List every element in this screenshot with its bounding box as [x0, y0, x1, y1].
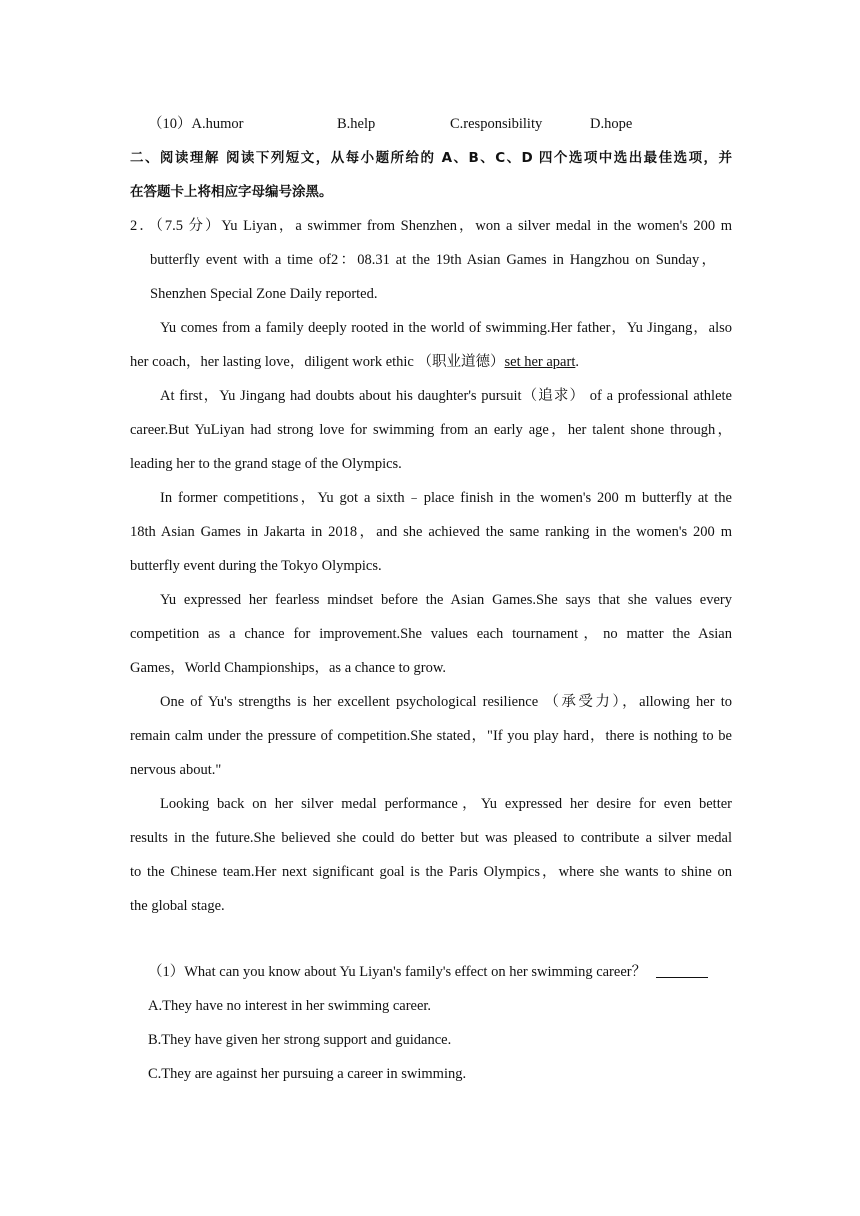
passage-p6-line3: to the Chinese team.Her next significant goal is the Paris Olympics，where she wants to shine on [130, 864, 732, 880]
question2-header-line2: butterfly event with a time of2：08.31 at the 19th Asian Games in Hangzhou on Sunday， [150, 252, 716, 268]
passage-p6-line2: results in the future.She believed she could do better but was pleased to contribute a silver medal [130, 830, 732, 846]
passage-p2-line2: career.But YuLiyan had strong love for swimming from an early age，her talent shone through， [130, 422, 732, 438]
passage-p1-line2-text: her coach，her lasting love，diligent work ethic （职业道德） [130, 354, 505, 370]
passage-p6-line4: the global stage. [130, 898, 225, 914]
passage-p2-line3: leading her to the grand stage of the Olympics. [130, 456, 402, 472]
q10-option-a: （10）A.humor [148, 116, 244, 132]
passage-p5-line3: nervous about." [130, 762, 222, 778]
passage-p4-line2: competition as a chance for improvement.She values each tournament，no matter the Asian [130, 626, 732, 642]
q10-option-d: D.hope [590, 116, 633, 132]
passage-p2-line1: At first，Yu Jingang had doubts about his daughter's pursuit（追求） of a professional athlete [160, 388, 732, 404]
subquestion1-text: （1）What can you know about Yu Liyan's family's effect on her swimming career？ [148, 964, 647, 980]
passage-p5-line1: One of Yu's strengths is her excellent psychological resilience （承受力），allowing her to [160, 694, 732, 710]
passage-p3-line3: butterfly event during the Tokyo Olympics. [130, 558, 382, 574]
question2-header-line3: Shenzhen Special Zone Daily reported. [150, 286, 378, 302]
passage-p6-line1: Looking back on her silver medal performance，Yu expressed her desire for even better [160, 796, 732, 812]
subquestion1 [148, 962, 738, 982]
passage-p1-line2-end: . [575, 354, 579, 370]
answer-blank[interactable] [656, 963, 708, 978]
passage-p5-line2: remain calm under the pressure of competition.She stated，"If you play hard，there is nothing to be [130, 728, 732, 744]
passage-p4-line3: Games，World Championships，as a chance to grow. [130, 660, 447, 676]
passage-p1-line2 [130, 352, 732, 372]
section-heading-line1: 二、阅读理解 阅读下列短文，从每小题所给的 A、B、C、D 四个选项中选出最佳选项，并 [130, 150, 732, 166]
subquestion1-option-a: A.They have no interest in her swimming career. [148, 998, 432, 1014]
passage-p4-line1: Yu expressed her fearless mindset before the Asian Games.She says that she values every [160, 592, 732, 608]
q10-option-c: C.responsibility [450, 116, 543, 132]
q10-option-b: B.help [337, 116, 376, 132]
section-heading-line2: 在答题卡上将相应字母编号涂黑。 [130, 184, 333, 200]
question2-header-line1: 2．（7.5 分）Yu Liyan，a swimmer from Shenzhen，won a silver medal in the women's 200 m [130, 218, 732, 234]
passage-p1-line1: Yu comes from a family deeply rooted in the world of swimming.Her father，Yu Jingang，also [160, 320, 732, 336]
passage-p3-line2: 18th Asian Games in Jakarta in 2018，and she achieved the same ranking in the women's 200 m [130, 524, 732, 540]
subquestion1-option-c: C.They are against her pursuing a career in swimming. [148, 1066, 467, 1082]
passage-p3-line1: In former competitions，Yu got a sixth﹣place finish in the women's 200 m butterfly at the [160, 490, 732, 506]
underlined-phrase: set her apart [504, 354, 576, 370]
subquestion1-option-b: B.They have given her strong support and guidance. [148, 1032, 452, 1048]
